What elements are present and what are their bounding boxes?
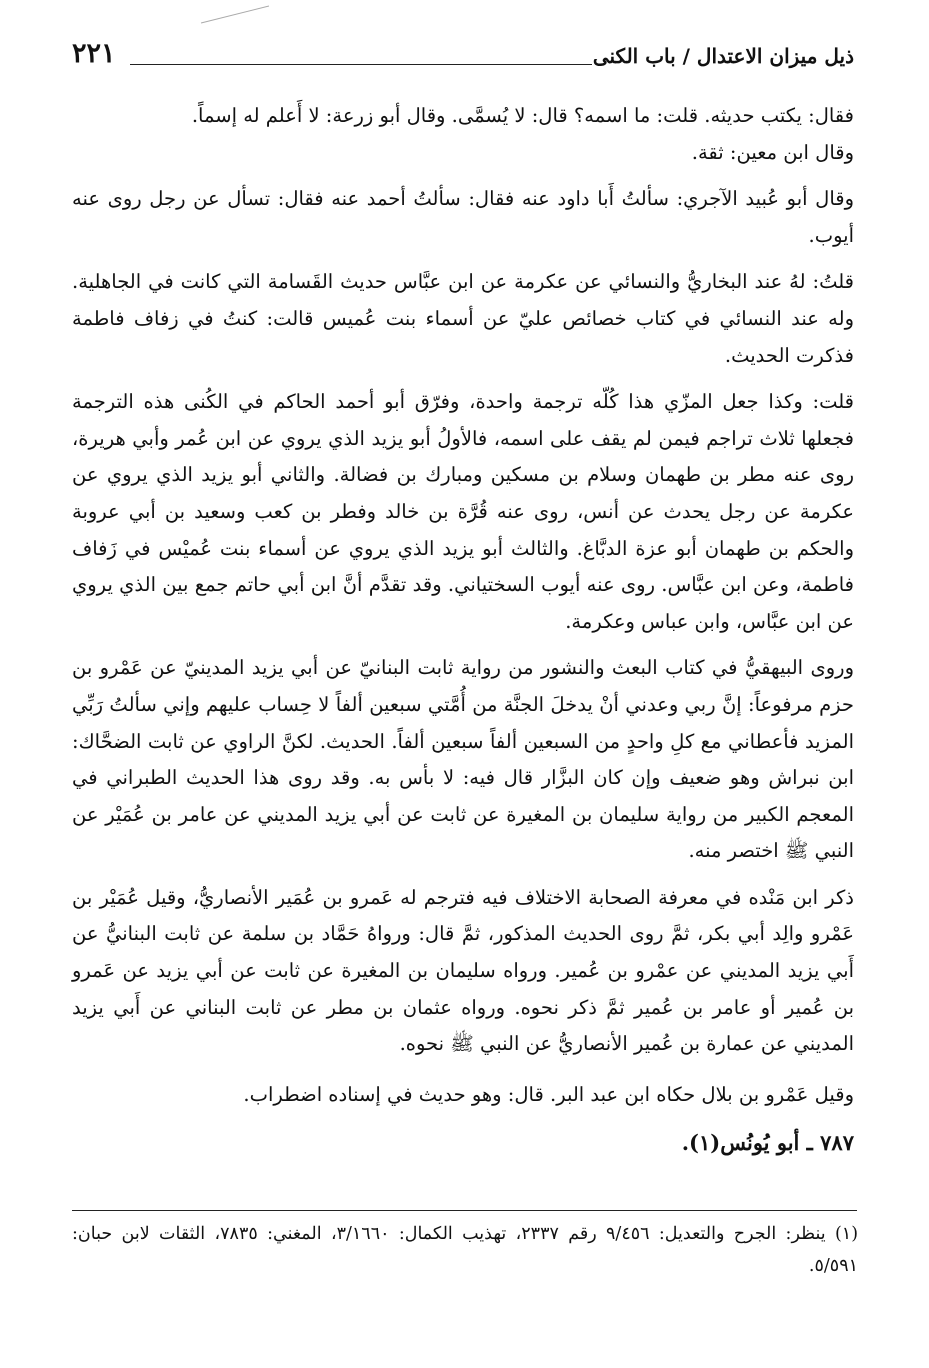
footnotes	[72, 1218, 858, 1282]
page-header	[72, 38, 854, 78]
body-text	[72, 98, 854, 1162]
paragraph-4: قلتُ: لهُ عند البخاريُّ والنسائي عن عكرمة عن ابن عبَّاس حديث القَسامة التي كانت في الجاهلية. وله عند النسائي في كتاب خصائص عليّ عن أسماء بنت عُميس قالت: كنتُ في زفاف فاطمة فذكرت الحديث.	[72, 270, 854, 367]
paragraph-3: وقال أبو عُبيد الآجري: سألتُ أَبا داود عنه فقال: سألتُ أحمد عنه فقال: تسأل عن رجل روى عنه أيوب.	[72, 187, 854, 247]
paragraph-7: ذكر ابن مَنْده في معرفة الصحابة الاختلاف فيه فترجم له عَمرو بن عُمَير الأنصاريُّ، وقيل عُمَيْر بن عَمْرو والِد أبي بكر، ثمَّ روى الحديث المذكور، ثمَّ قال: ورواهُ حَمَّاد بن سلمة عن ثابت البنانيُّ عن أَبي يزيد المديني عن عمْرو بن عُمير. ورواه سليمان بن المغيرة عن ثابت عن أبي يزيد عن عَمرو بن عُمير أو عامر بن عُمير ثمَّ ذكر نحوه. ورواه عثمان بن مطر عن ثابت البناني عن أَبي يزيد المديني عن عمارة بن عُمير الأنصاريُّ عن النبي ﷺ نحوه.	[72, 885, 854, 1056]
footnote-1: (١) ينظر: الجرح والتعديل: ٩/٤٥٦ رقم ٢٣٣٧، تهذيب الكمال: ٣/١٦٦٠، المغني: ٧٨٣٥، الثقات لابن حبان: ٥/٥٩١.	[72, 1224, 859, 1276]
page-number: ٢٢١	[72, 38, 116, 69]
running-title: ذيل ميزان الاعتدال / باب الكنى	[592, 44, 854, 68]
scan-artifact-line	[201, 6, 269, 24]
paragraph-2: وقال ابن معين: ثقة.	[691, 140, 854, 164]
paragraph-1: فقال: يكتب حديثه. قلت: ما اسمه؟ قال: لا يُسمَّى. وقال أبو زرعة: لا أَعلم له إسماً.	[191, 104, 854, 127]
entry-heading: ٧٨٧ ـ أبو يُونُس(١).	[681, 1130, 854, 1156]
footnote-rule	[72, 1210, 857, 1211]
paragraph-8: وقيل عَمْرو بن بلال حكاه ابن عبد البر. قال: وهو حديث في إسناده اضطراب.	[243, 1082, 854, 1106]
paragraph-5: قلت: وكذا جعل المزّي هذا كُلّه ترجمة واحدة، وفرّق أبو أحمد الحاكم في الكُنى هذه الترجمة فجعلها ثلاث تراجم فيمن لم يقف على اسمه، فالأولُ أبو يزيد الذي يروي عن ابن عُمر وأبي هريرة، روى عنه مطر بن طهمان وسلام بن مسكين ومبارك بن فضالة. والثاني أبو يزيد الذي يروي عن عكرمة عن رجل يحدث عن أنس، روى عنه قُرَّة بن خالد وفطر بن كعب وسعيد بن أبي عروبة والحكم بن طهمان أبو عزة الدبَّاغ. والثالث أبو يزيد الذي يروي عن أسماء بنت عُميْس في زَفاف فاطمة، وعن ابن عبَّاس. روى عنه أيوب السختياني. وقد تقدَّم أنَّ ابن أبي حاتم جمع بين الذي يروي عن ابن عبَّاس، وابن عباس وعكرمة.	[72, 390, 854, 633]
paragraph-6: وروى البيهقيُّ في كتاب البعث والنشور من رواية ثابت البنانيّ عن أبي يزيد المدينيّ عن عَمْرو بن حزم مرفوعاً: إنَّ ربي وعدني أنْ يدخلَ الجنَّة من أُمَّتي سبعين ألفاً لا حِساب عليهم وإني سألتُ رَبِّي المزيد فأعطاني مع كلِ واحدٍ من السبعين ألفاً سبعين ألفاً. الحديث. لكنَّ الراوي عن ثابت الضحَّاك: ابن نبراش وهو ضعيف وإن كان البزَّار قال فيه: لا بأس به. وقد روى هذا الحديث الطبراني في المعجم الكبير من رواية سليمان بن المغيرة عن ثابت عن أبي يزيد المديني عن عامر بن عُمَيْر عن النبي ﷺ اختصر منه.	[72, 656, 854, 863]
header-rule	[130, 64, 592, 65]
